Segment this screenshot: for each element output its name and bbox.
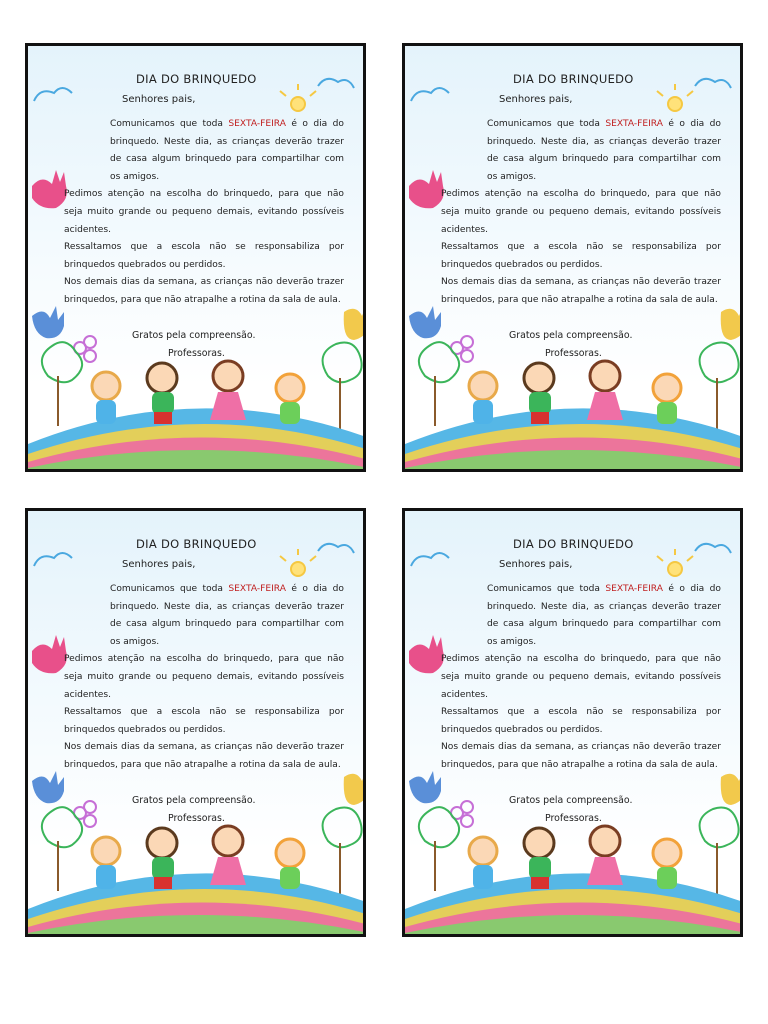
tree-right-icon	[700, 808, 739, 898]
paragraph-4: Nos demais dias da semana, as crianças não deverão trazer brinquedos, para que não atrapalhe a rotina da sala de aula.	[64, 742, 344, 770]
p1-text-end: é o dia do brinquedo. Neste dia, as crianças deverão trazer de casa algum brinquedo para compartilhar com os amigos.	[110, 119, 344, 182]
p1-text-end: é o dia do brinquedo. Neste dia, as crianças deverão trazer de casa algum brinquedo para compartilhar com os amigos.	[110, 584, 344, 647]
notice-title: DIA DO BRINQUEDO	[136, 537, 257, 551]
flower-icon	[74, 336, 96, 362]
p1-text-start: Comunicamos que toda	[110, 584, 229, 594]
thanks-line: Gratos pela compreensão.	[509, 330, 633, 341]
tree-right-icon	[323, 343, 362, 433]
tree-right-icon	[700, 343, 739, 433]
paragraph-4: Nos demais dias da semana, as crianças não deverão trazer brinquedos, para que não atrapalhe a rotina da sala de aula.	[441, 277, 721, 305]
handprint-pink-icon	[409, 170, 444, 208]
notice-title: DIA DO BRINQUEDO	[513, 537, 634, 551]
handprint-blue-icon	[32, 771, 64, 803]
rainbow-ground	[405, 408, 743, 472]
notice-card-3	[25, 508, 366, 937]
paragraph-2: Pedimos atenção na escolha do brinquedo, para que não seja muito grande ou pequeno demais, evitando possíveis acidentes.	[64, 189, 344, 235]
tree-left-icon	[42, 807, 82, 891]
day-highlight: SEXTA-FEIRA	[228, 119, 286, 129]
handprint-pink-icon	[32, 635, 67, 673]
tree-left-icon	[42, 342, 82, 426]
paragraph-3: Ressaltamos que a escola não se responsabiliza por brinquedos quebrados ou perdidos.	[64, 242, 344, 270]
paragraph-1	[64, 116, 344, 186]
tree-left-icon	[419, 807, 459, 891]
notice-body	[441, 116, 721, 310]
notice-title: DIA DO BRINQUEDO	[513, 72, 634, 86]
paragraph-1	[441, 581, 721, 651]
day-highlight: SEXTA-FEIRA	[605, 119, 663, 129]
paragraph-2: Pedimos atenção na escolha do brinquedo, para que não seja muito grande ou pequeno demais, evitando possíveis acidentes.	[64, 654, 344, 700]
greeting: Senhores pais,	[122, 94, 196, 105]
sun-icon	[280, 84, 316, 111]
sun-icon	[657, 549, 693, 576]
p1-text-start: Comunicamos que toda	[487, 119, 606, 129]
handprint-yellow-icon	[721, 306, 743, 340]
rainbow-ground	[28, 873, 366, 937]
handprint-pink-icon	[409, 635, 444, 673]
paragraph-2: Pedimos atenção na escolha do brinquedo, para que não seja muito grande ou pequeno demais, evitando possíveis acidentes.	[441, 654, 721, 700]
paragraph-3: Ressaltamos que a escola não se responsabiliza por brinquedos quebrados ou perdidos.	[441, 707, 721, 735]
thanks-line: Gratos pela compreensão.	[132, 330, 256, 341]
tree-left-icon	[419, 342, 459, 426]
tree-right-icon	[323, 808, 362, 898]
flower-icon	[451, 336, 473, 362]
flower-icon	[74, 801, 96, 827]
signature: Professoras.	[545, 813, 602, 824]
day-highlight: SEXTA-FEIRA	[228, 584, 286, 594]
notice-card-1	[25, 43, 366, 472]
handprint-yellow-icon	[721, 771, 743, 805]
greeting: Senhores pais,	[499, 559, 573, 570]
paragraph-3: Ressaltamos que a escola não se responsabiliza por brinquedos quebrados ou perdidos.	[441, 242, 721, 270]
greeting: Senhores pais,	[122, 559, 196, 570]
notice-card-2	[402, 43, 743, 472]
thanks-line: Gratos pela compreensão.	[132, 795, 256, 806]
p1-text-start: Comunicamos que toda	[110, 119, 229, 129]
p1-text-end: é o dia do brinquedo. Neste dia, as crianças deverão trazer de casa algum brinquedo para compartilhar com os amigos.	[487, 584, 721, 647]
handprint-yellow-icon	[344, 306, 366, 340]
signature: Professoras.	[168, 813, 225, 824]
notice-body	[64, 116, 344, 310]
notice-card-4	[402, 508, 743, 937]
paragraph-3: Ressaltamos que a escola não se responsabiliza por brinquedos quebrados ou perdidos.	[64, 707, 344, 735]
notice-body	[441, 581, 721, 775]
signature: Professoras.	[168, 348, 225, 359]
thanks-line: Gratos pela compreensão.	[509, 795, 633, 806]
signature: Professoras.	[545, 348, 602, 359]
p1-text-end: é o dia do brinquedo. Neste dia, as crianças deverão trazer de casa algum brinquedo para compartilhar com os amigos.	[487, 119, 721, 182]
notice-body	[64, 581, 344, 775]
handprint-pink-icon	[32, 170, 67, 208]
rainbow-ground	[405, 873, 743, 937]
paragraph-4: Nos demais dias da semana, as crianças não deverão trazer brinquedos, para que não atrapalhe a rotina da sala de aula.	[441, 742, 721, 770]
handprint-blue-icon	[32, 306, 64, 338]
greeting: Senhores pais,	[499, 94, 573, 105]
handprint-blue-icon	[409, 306, 441, 338]
p1-text-start: Comunicamos que toda	[487, 584, 606, 594]
paragraph-2: Pedimos atenção na escolha do brinquedo, para que não seja muito grande ou pequeno demais, evitando possíveis acidentes.	[441, 189, 721, 235]
day-highlight: SEXTA-FEIRA	[605, 584, 663, 594]
notice-title: DIA DO BRINQUEDO	[136, 72, 257, 86]
paragraph-1	[441, 116, 721, 186]
handprint-blue-icon	[409, 771, 441, 803]
sun-icon	[657, 84, 693, 111]
paragraph-1	[64, 581, 344, 651]
handprint-yellow-icon	[344, 771, 366, 805]
sun-icon	[280, 549, 316, 576]
paragraph-4: Nos demais dias da semana, as crianças não deverão trazer brinquedos, para que não atrapalhe a rotina da sala de aula.	[64, 277, 344, 305]
rainbow-ground	[28, 408, 366, 472]
flower-icon	[451, 801, 473, 827]
